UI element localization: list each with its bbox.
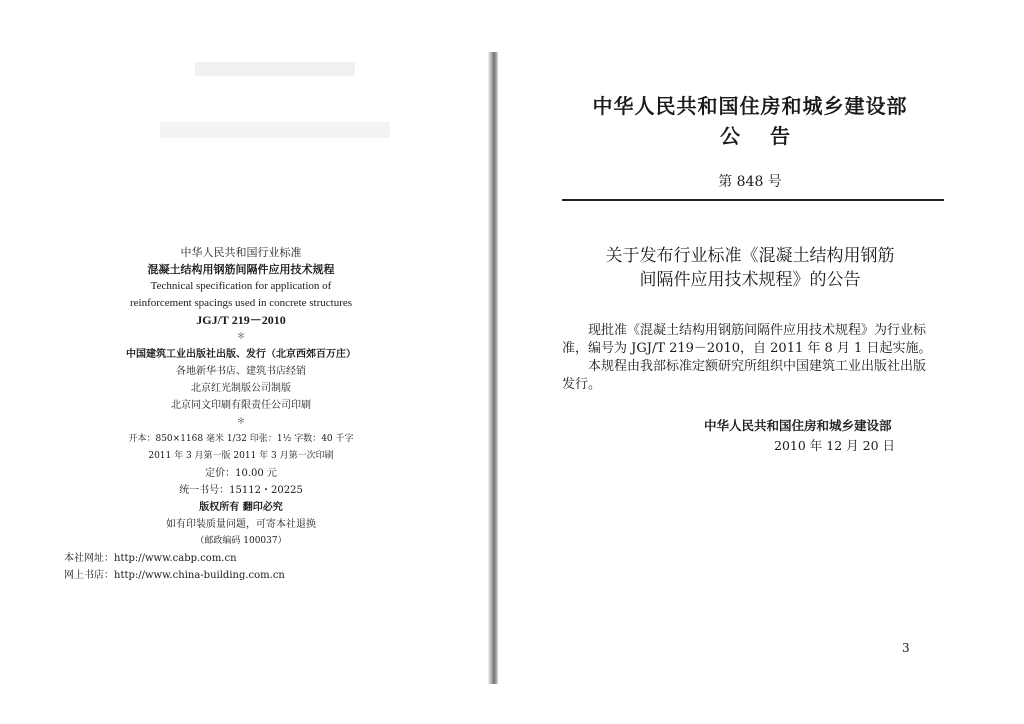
separator-star: ＊ — [236, 417, 246, 427]
standard-title-cn: 混凝土结构用钢筋间隔件应用技术规程 — [147, 263, 335, 276]
announcement-title — [540, 244, 960, 292]
bleed-through-mark — [160, 122, 390, 138]
signature-date: 2010 年 12 月 20 日 — [774, 438, 895, 453]
book-number-line: 统一书号：15112・20225 — [179, 485, 303, 496]
copyright-imprint — [60, 244, 422, 584]
horizontal-rule — [562, 199, 944, 201]
announcement-heading: 公告 — [720, 124, 820, 148]
page-number: 3 — [902, 641, 910, 655]
edition-line: 2011 年 3 月第一版 2011 年 3 月第一次印刷 — [148, 451, 334, 461]
price-line: 定价：10.00 元 — [205, 468, 277, 479]
standard-title-en-line1: Technical specification for application of — [150, 280, 332, 292]
body-paragraph: 现批准《混凝土结构用钢筋间隔件应用技术规程》为行业标准，编号为 JGJ/T 219－2010，自 2011 年 8 月 1 日起实施。 — [562, 323, 932, 356]
distributor-line: 各地新华书店、建筑书店经销 — [176, 366, 306, 377]
separator-star: ＊ — [236, 332, 246, 342]
series-title: 中华人民共和国行业标准 — [180, 246, 302, 259]
postal-code-line: （邮政编码 100037） — [195, 536, 287, 546]
left-page-imprint — [60, 0, 480, 724]
website-line: 本社网址：http://www.cabp.com.cn — [64, 553, 237, 564]
issue-number: 第 848 号 — [718, 174, 782, 190]
printer-line: 北京同文印刷有限责任公司印刷 — [171, 400, 311, 411]
platemaker-line: 北京红光制版公司制版 — [191, 383, 291, 394]
book-gutter — [488, 52, 498, 684]
bleed-through-mark — [195, 62, 355, 76]
standard-title-en-line2: reinforcement spacings used in concrete structures — [129, 297, 353, 309]
publisher-line: 中国建筑工业出版社出版、发行（北京西郊百万庄） — [126, 349, 356, 360]
format-line: 开本：850×1168 毫米 1/32 印张：1½ 字数：40 千字 — [128, 434, 354, 444]
right-page-announcement — [540, 0, 960, 724]
copyright-line: 版权所有 翻印必究 — [199, 502, 283, 513]
standard-code: JGJ/T 219－2010 — [196, 313, 286, 327]
announcement-body — [562, 322, 932, 394]
quality-notice-line: 如有印装质量问题，可寄本社退换 — [166, 519, 316, 530]
ministry-heading: 中华人民共和国住房和城乡建设部 — [592, 94, 908, 118]
online-store-line: 网上书店：http://www.china-building.com.cn — [64, 570, 285, 581]
announcement-title-line2: 间隔件应用技术规程》的公告 — [639, 270, 861, 290]
signature-organization: 中华人民共和国住房和城乡建设部 — [704, 418, 892, 433]
announcement-title-line1: 关于发布行业标准《混凝土结构用钢筋 — [605, 246, 895, 266]
body-paragraph: 本规程由我部标准定额研究所组织中国建筑工业出版社出版发行。 — [562, 359, 927, 392]
